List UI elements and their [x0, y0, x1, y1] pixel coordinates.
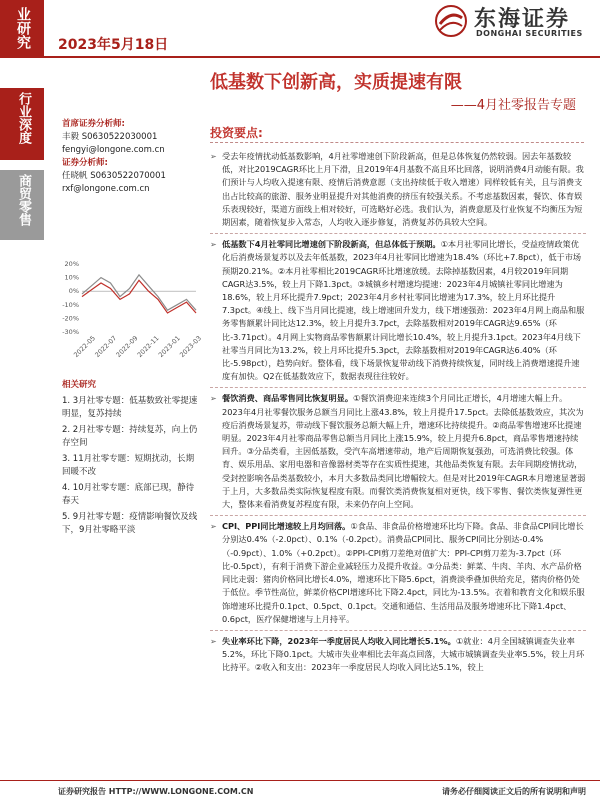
side-tab-retail: 商贸零售: [0, 170, 44, 240]
key-points-divider: [210, 142, 584, 143]
series-line: [82, 280, 196, 313]
analyst-name: 丰毅 S0630522030001: [62, 132, 158, 142]
donghai-logo-icon: [434, 4, 468, 38]
paragraph-text: ①就业：4月全国城镇调查失业率5.2%，环比下降0.1pct。大城市失业率相比去年高点回落，大城市城镇调查失业率5.5%，较上月环比持平。②收入和支出：2023年一季度居民人均收入同比达5.1%，较上: [222, 635, 585, 673]
paragraph-text: 受去年疫情扰动低基数影响，4月社零增速创下阶段新高，但是总体恢复仍然较弱。因去年基数较低，对比2019CAGR环比上月下滑，且2019年4月基数不高且环比回落，说明消费4月动能有限。我们预计与人均收入提速有限、疫情后消费意愿（支出持续低于收入增速）同样较低有关，且与消费支出占比较高的旅游、服务业明显提升对其他消费的挤压有较强关系。不考虑基数因素，餐饮、体育娱乐表现较好，渠道方面线上相对较好，可选略好必选。我们认为，消费意愿及行业恢复不均衡压为短期因素，随着恢复步入常态，人均收入逐步修复，消费复苏仍具较大空间。: [222, 151, 584, 228]
footer-divider: [0, 780, 600, 781]
key-point-paragraph: [210, 238, 586, 388]
company-logo: [432, 2, 600, 44]
report-subtitle: ——4月社零报告专题: [450, 98, 576, 113]
key-point-paragraph: [210, 392, 586, 516]
y-tick-label: -10%: [62, 300, 79, 309]
x-tick-label: 2023-01: [156, 334, 182, 360]
related-research-title: 相关研究: [62, 380, 97, 390]
footer-disclaimer: 请务必仔细阅读正文后的所有说明和声明: [442, 787, 586, 796]
arrow-bullet-icon: ➢: [210, 240, 217, 250]
y-tick-label: 20%: [64, 260, 79, 268]
report-title: 低基数下创新高，实质提速有限: [210, 72, 462, 93]
arrow-bullet-icon: ➢: [210, 152, 217, 161]
paragraph-text: ①本月社零同比增长，受益疫情政策优化后消费场景复苏以及去年低基数，2023年4月社零同比增速为18.4%（环比+7.8pct），低于市场预期20.21%。②本月社零相比2019CAGR环比增速放缓。去除掉基数因素，4月较2019年同期CAGR达3.5%，较上月下降1.3pct。③城镇乡村增速均提速：2023年4月城镇社零同比增速为18.6%，较上月环比提升7.9pct；2023年4月乡村社零同比增速为17.3%，较上月环比提升7.3pct。④线上、线下当月同比提速，线上增速回升发力，线下增速强劲：2023年4月网上商品和服务零售额累计同比达12.3%，较上月提升3.7pct，去除基数相对2019年CAGR达9.65%（环比-3.71pct）。4月网上实物商品零售额累计同比增长10.4%，较上月提升3.1pct。2023年4月线下社零当月同比为13.2%，较上月环比提升5.3pct，去除基数相对2019年CAGR达6.40%（环比-5.98pct），趋势向好。整体看，线下场景恢复带动线下消费持续恢复，同时线上消费增速提升速度有加快。Q2在低基数效应下，数据表现往往较好。: [222, 239, 585, 382]
arrow-bullet-icon: ➢: [210, 394, 217, 404]
related-research-item[interactable]: 4. 10月社零专题：底部已现，静待春天: [62, 482, 195, 506]
analyst-name: 任晓帆 S0630522070001: [62, 171, 166, 181]
logo-chinese-name: 东海证券: [474, 6, 571, 32]
trend-chart: [60, 258, 204, 360]
key-point-paragraph: [210, 520, 586, 631]
key-point-paragraph: [210, 150, 586, 234]
y-tick-label: 0%: [68, 287, 79, 296]
report-type-tab: 业研究: [0, 0, 44, 56]
y-tick-label: -30%: [62, 328, 79, 336]
key-points-title: 投资要点:: [210, 126, 263, 140]
analyst-info: [62, 118, 202, 196]
related-research-item[interactable]: 3. 11月社零专题：短期扰动，长期回暖不改: [62, 453, 195, 477]
paragraph-lead: 餐饮消费、商品零售同比恢复明显。: [222, 393, 354, 404]
related-research-item[interactable]: 1. 3月社零专题：低基数致社零提速明显，复苏持续: [62, 395, 198, 419]
paragraph-lead: 失业率环比下降，2023年一季度居民人均收入同比增长5.1%。: [222, 635, 456, 646]
x-tick-label: 2022-05: [72, 334, 98, 360]
paragraph-text: ①餐饮消费迎来连续3个月同比正增长，4月增速大幅上升。2023年4月社零餐饮服务总额当月同比上涨43.8%，较上月提升17.5pct。去除低基数效应，其次为疫后消费场景复苏，带动线下餐饮服务总额大幅上升，增速环比持续提升。②商品零售增速环比提速明显。2023年4月社零商品零售总额当月同比上涨15.9%，较上月提升6.8pct，商品零售增速持续回升。③分品类看，主因低基数，受汽车高增速带动，地产后周期恢复强劲，可选消费比较强。体育、娱乐用品、家用电器和音像器材类等存在实质性提速，其他品类恢复有限。去年同期疫情扰动，受封控影响各品类基数较小，本月大多数品类同比增幅较大。但是对比2019年CAGR本月增速显著弱于上月，大多数品类实际恢复程度有限。而餐饮类消费恢复相对更快，线下零售、餐饮类恢复弹性更大，整体来看消费复苏程度有限，未来仍存向上空间。: [222, 393, 586, 510]
x-tick-label: 2022-11: [135, 334, 161, 360]
paragraph-text: ①食品、非食品价格增速环比均下降。食品、非食品CPI同比增长分别达0.4%（-2.0pct）、0.1%（-0.2pct）。消费品CPI同比、服务CPI同比分别达-0.4%（-0.9pct）、1.0%（+0.2pct）。②PPI-CPI剪刀差绝对值扩大：PPI-CPI剪刀差为-3.7pct（环比-0.5pct），有利于消费下游企业减轻压力及提升收益。③分品类：鲜菜、牛肉、羊肉、水产品价格同比走弱：猪肉价格同比增长4.0%，增速环比下降5.6pct，消费淡季叠加供给充足，猪肉价格仍处于低位。季节性高位，鲜菜价格CPI增速环比下降2.4pct，同比为-13.5%。衣着和教育文化和娱乐服饰增速环比提升0.1pct、0.5pct、0.1pct。交通和通信、生活用品及服务增速环比下降1.4pct、0.6pct，医疗保健增速与上月持平。: [222, 521, 585, 624]
analyst-email[interactable]: fengyi@longone.com.cn: [62, 145, 165, 155]
side-tab-industry-depth: 行业深度: [0, 88, 44, 160]
analyst-role-chief: 首席证券分析师:: [62, 119, 125, 129]
analyst-email[interactable]: rxf@longone.com.cn: [62, 184, 150, 194]
arrow-bullet-icon: ➢: [210, 636, 217, 646]
x-tick-label: 2022-09: [114, 334, 140, 360]
header-divider: [0, 56, 600, 58]
related-research-item[interactable]: 2. 2月社零专题：持续复苏，向上仍存空间: [62, 424, 198, 448]
arrow-bullet-icon: ➢: [210, 522, 217, 532]
key-points-body: [210, 150, 586, 683]
paragraph-lead: 低基数下4月社零同比增速创下阶段新高，但总体低于预期。: [222, 239, 441, 250]
report-date: 2023年5月18日: [58, 37, 169, 53]
x-tick-label: 2022-07: [93, 334, 119, 360]
y-tick-label: -20%: [62, 314, 79, 323]
logo-english-name: DONGHAI SECURITIES: [476, 29, 583, 38]
related-research: [62, 379, 202, 540]
footer-website[interactable]: 证券研究报告 HTTP://WWW.LONGONE.COM.CN: [58, 787, 254, 796]
related-research-item[interactable]: 5. 9月社零专题：疫情影响餐饮及线下，9月社零略平淡: [62, 511, 198, 535]
y-tick-label: 10%: [64, 273, 79, 282]
key-point-paragraph: [210, 635, 586, 679]
analyst-role: 证券分析师:: [62, 158, 108, 168]
x-tick-label: 2023-03: [178, 334, 204, 360]
paragraph-lead: CPI、PPI同比增速较上月均回落。: [222, 521, 351, 532]
